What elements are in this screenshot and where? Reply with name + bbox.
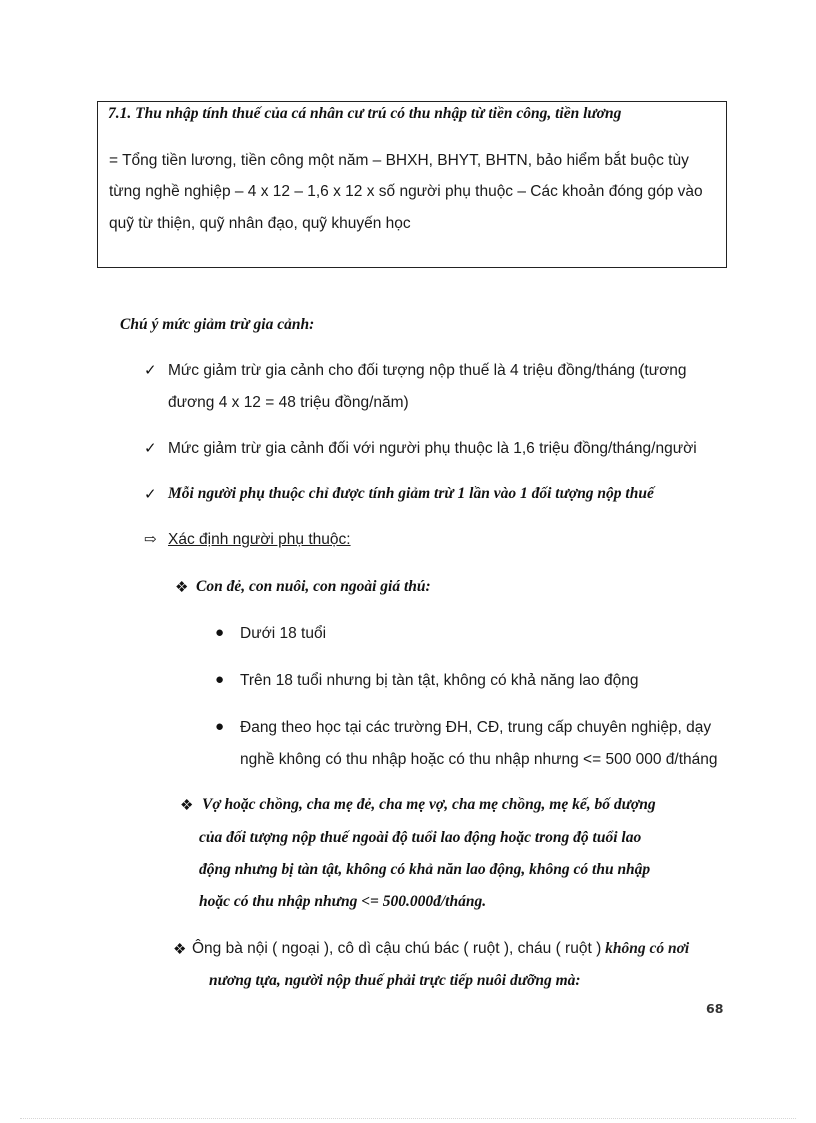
checkmark-icon: ✓ [144, 363, 157, 379]
children-heading: Con đẻ, con nuôi, con ngoài giá thú: [196, 578, 431, 595]
note-heading: Chú ý mức giảm trừ gia cảnh: [120, 316, 315, 333]
diamond-bullet-icon: ❖ [173, 942, 187, 958]
bullet-item-text: Dưới 18 tuổi [240, 625, 327, 642]
grandparents-text [192, 940, 689, 958]
bullet-icon: ● [215, 672, 225, 688]
checkmark-icon: ✓ [144, 487, 157, 503]
dependents-heading: Xác định người phụ thuộc: [168, 531, 351, 548]
spouse-text: Vợ hoặc chồng, cha mẹ đẻ, cha mẹ vợ, cha mẹ chồng, mẹ kế, bố dượng [202, 796, 656, 813]
diamond-bullet-icon: ❖ [180, 798, 194, 814]
spouse-text: của đối tượng nộp thuế ngoài độ tuổi lao động hoặc trong độ tuổi lao [199, 829, 642, 846]
grandparents-text-normal: Ông bà nội ( ngoại ), cô dì cậu chú bác ( ruột ), cháu ( ruột ) [192, 940, 602, 957]
formula-line: từng nghề nghiệp – 4 x 12 – 1,6 x 12 x số người phụ thuộc – Các khoản đóng góp vào [109, 183, 703, 200]
spouse-text: hoặc có thu nhập nhưng <= 500.000đ/tháng. [199, 893, 487, 910]
formula-line: = Tổng tiền lương, tiền công một năm – BHXH, BHYT, BHTN, bảo hiểm bắt buộc tùy [109, 152, 689, 169]
bullet-icon: ● [215, 719, 225, 735]
diamond-bullet-icon: ❖ [175, 580, 189, 596]
arrow-right-icon: ⇨ [144, 532, 157, 548]
page-number: 68 [706, 1001, 724, 1016]
bullet-item-text: Trên 18 tuổi nhưng bị tàn tật, không có khả năng lao động [240, 672, 639, 689]
bullet-item-text: nghề không có thu nhập hoặc có thu nhập nhưng <= 500 000 đ/tháng [240, 751, 718, 768]
page-divider [20, 1118, 796, 1119]
formula-line: quỹ từ thiện, quỹ nhân đạo, quỹ khuyến học [109, 215, 411, 232]
formula-title: 7.1. Thu nhập tính thuế của cá nhân cư trú có thu nhập từ tiền công, tiền lương [108, 105, 622, 122]
formula-box [97, 101, 727, 268]
bullet-icon: ● [215, 625, 225, 641]
check-item-text: Mức giảm trừ gia cảnh đối với người phụ thuộc là 1,6 triệu đồng/tháng/người [168, 440, 697, 457]
check-item-text: Mức giảm trừ gia cảnh cho đối tượng nộp thuế là 4 triệu đồng/tháng (tương [168, 362, 687, 379]
bullet-item-text: Đang theo học tại các trường ĐH, CĐ, trung cấp chuyên nghiệp, dạy [240, 719, 712, 736]
check-item-text: Mỗi người phụ thuộc chỉ được tính giảm trừ 1 lần vào 1 đối tượng nộp thuế [168, 485, 654, 502]
check-item-text: đương 4 x 12 = 48 triệu đồng/năm) [168, 394, 409, 411]
checkmark-icon: ✓ [144, 441, 157, 457]
grandparents-text-bold: không có nơi [601, 940, 690, 957]
grandparents-text: nương tựa, người nộp thuế phải trực tiếp nuôi dưỡng mà: [209, 972, 581, 989]
spouse-text: động nhưng bị tàn tật, không có khả năn lao động, không có thu nhập [199, 861, 651, 878]
